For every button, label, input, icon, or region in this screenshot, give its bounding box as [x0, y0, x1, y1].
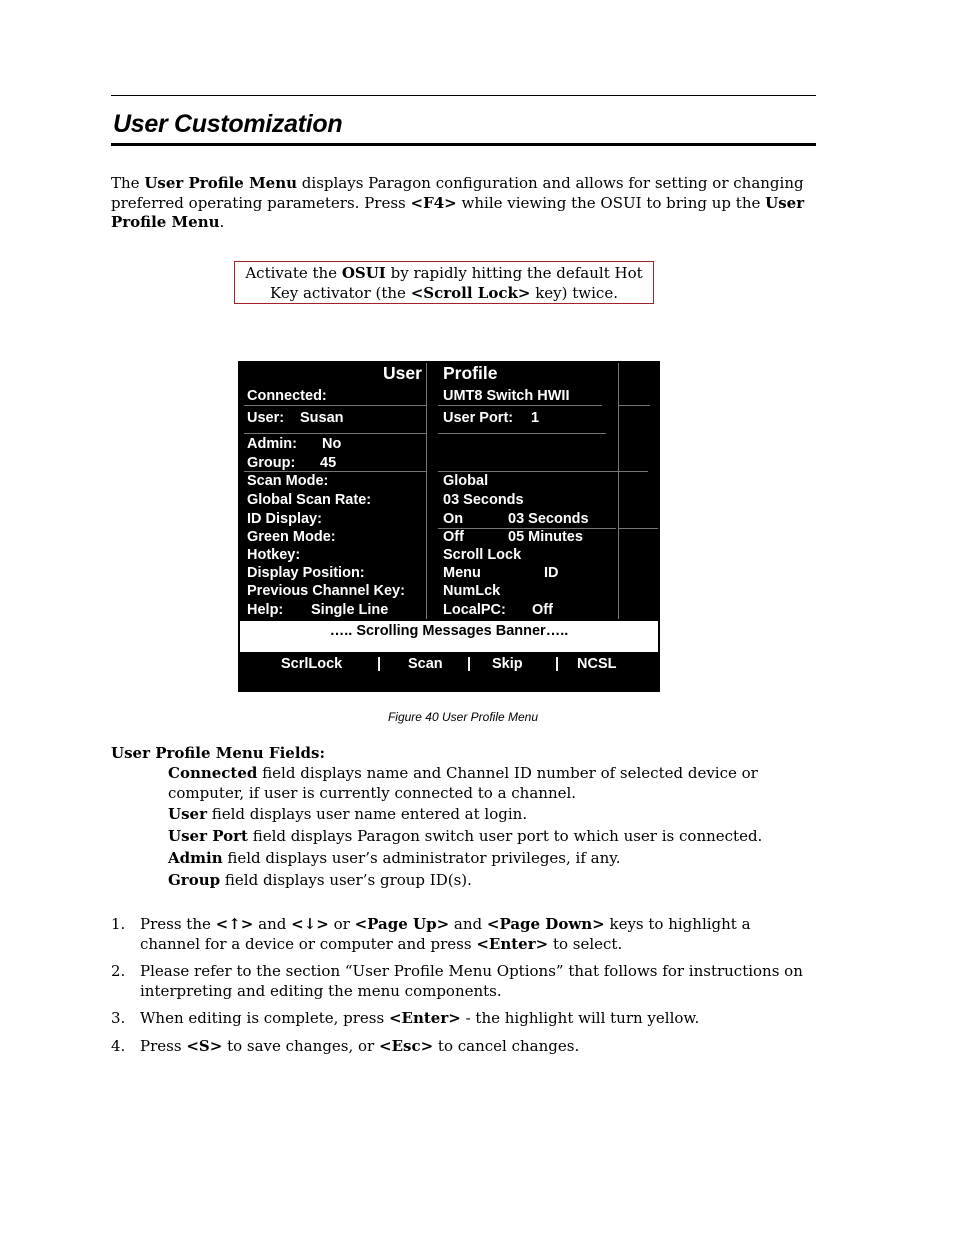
field-term: Connected — [168, 764, 258, 782]
row-divider — [244, 405, 426, 406]
step-text: Please refer to the section “User Profile Menu Options” that follows for instructions on interpreting and editing the menu components. — [140, 962, 803, 1000]
step-number: 4. — [111, 1036, 126, 1055]
footer-key-skip[interactable]: Skip — [492, 656, 523, 672]
note-bold: <Scroll Lock> — [410, 283, 531, 302]
user-value: Susan — [300, 410, 344, 426]
footer-key-ncsl[interactable]: NCSL — [577, 656, 617, 672]
step-1 — [111, 915, 811, 954]
footer-separator: | — [467, 656, 472, 672]
global-scan-rate-label: Global Scan Rate: — [247, 492, 372, 508]
intro-paragraph — [111, 174, 816, 233]
step-key: <S> — [186, 1036, 223, 1055]
step-key: <Enter> — [476, 934, 549, 953]
step-text: - the highlight will turn yellow. — [460, 1009, 700, 1027]
field-description — [168, 827, 808, 847]
row-divider — [438, 433, 606, 434]
screen-title-profile: Profile — [443, 363, 498, 383]
step-text: Press the — [140, 915, 216, 933]
column-divider — [426, 363, 427, 619]
localpc-label: LocalPC: — [443, 602, 506, 618]
note-text: by rapidly hitting the default Hot Key activator (the — [270, 264, 643, 302]
note-text: key) twice. — [530, 283, 618, 302]
note-text: Activate the — [245, 264, 342, 282]
step-key: <Page Up> — [354, 915, 450, 933]
user-label: User: — [247, 410, 285, 426]
id-display-value[interactable]: On — [443, 511, 464, 527]
step-key: <↑> — [215, 915, 254, 933]
note-bold: OSUI — [341, 264, 386, 282]
green-mode-label: Green Mode: — [247, 529, 336, 545]
scrolling-messages-banner: ….. Scrolling Messages Banner….. — [240, 621, 658, 652]
fields-list — [168, 764, 808, 892]
user-port-label: User Port: — [443, 410, 514, 426]
field-term: Group — [168, 870, 221, 889]
step-text: to select. — [548, 934, 623, 953]
steps-list — [111, 915, 811, 1064]
hotkey-value[interactable]: Scroll Lock — [443, 547, 522, 563]
field-desc: field displays name and Channel ID number of selected device or computer, if user is currently connected to a channel. — [168, 764, 758, 802]
figure-caption: Figure 40 User Profile Menu — [387, 710, 539, 724]
row-divider — [244, 433, 426, 434]
step-text: keys to highlight a channel for a device or computer and press — [140, 915, 751, 953]
help-value[interactable]: Single Line — [311, 602, 389, 618]
display-position-label: Display Position: — [247, 565, 365, 581]
intro-text: displays Paragon configuration and allows for setting or changing preferred operating parameters. Press — [111, 174, 804, 212]
step-key: <↓> — [291, 915, 329, 933]
row-divider — [438, 471, 648, 472]
field-description — [168, 849, 808, 869]
section-title: User Customization — [113, 110, 343, 138]
connected-value[interactable]: UMT8 Switch HWII — [443, 388, 570, 404]
note-box — [234, 261, 654, 304]
title-underline — [111, 143, 816, 146]
step-text: and — [449, 915, 487, 933]
global-scan-rate-value[interactable]: 03 Seconds — [443, 492, 524, 508]
field-term: User — [168, 805, 207, 824]
admin-value: No — [322, 436, 342, 452]
intro-bold: User Profile Menu — [111, 193, 805, 231]
row-divider — [438, 405, 602, 406]
step-key: <Esc> — [379, 1036, 434, 1055]
footer-separator: | — [555, 656, 560, 672]
footer-separator: | — [377, 656, 382, 672]
green-mode-value[interactable]: Off — [443, 529, 464, 545]
group-label: Group: — [247, 455, 296, 471]
field-description — [168, 871, 808, 891]
scan-mode-label: Scan Mode: — [247, 473, 329, 489]
connected-label: Connected: — [247, 388, 327, 404]
footer-key-scrllock[interactable]: ScrlLock — [281, 656, 343, 672]
user-profile-screenshot — [238, 361, 660, 692]
field-desc: field displays user name entered at login. — [206, 805, 528, 824]
intro-text: . — [219, 213, 225, 231]
step-key: <Enter> — [388, 1009, 461, 1027]
row-divider — [618, 405, 650, 406]
step-text: or — [328, 915, 355, 933]
field-desc: field displays Paragon switch user port to which user is connected. — [247, 827, 763, 846]
green-mode-time[interactable]: 05 Minutes — [508, 529, 583, 545]
fields-heading: User Profile Menu Fields: — [111, 744, 325, 762]
top-rule — [111, 95, 816, 96]
hotkey-label: Hotkey: — [247, 547, 301, 563]
step-2 — [111, 962, 811, 1001]
previous-channel-label: Previous Channel Key: — [247, 583, 405, 599]
step-number: 1. — [111, 915, 126, 933]
step-4 — [111, 1037, 811, 1057]
footer-key-scan[interactable]: Scan — [408, 656, 443, 672]
step-text: When editing is complete, press — [140, 1009, 389, 1027]
display-position-value[interactable]: Menu — [443, 565, 481, 581]
field-desc: field displays user’s administrator privileges, if any. — [222, 848, 621, 867]
step-text: Press — [140, 1036, 187, 1055]
step-text: and — [253, 915, 292, 933]
group-value: 45 — [320, 455, 337, 471]
id-display-time[interactable]: 03 Seconds — [508, 511, 589, 527]
step-text: to save changes, or — [222, 1036, 379, 1055]
step-number: 3. — [111, 1009, 126, 1027]
intro-text: The — [111, 174, 145, 192]
intro-bold: <F4> — [410, 193, 457, 212]
intro-text: while viewing the OSUI to bring up the — [456, 193, 766, 212]
step-key: <Page Down> — [486, 915, 605, 933]
field-term: User Port — [168, 827, 248, 846]
id-display-label: ID Display: — [247, 511, 322, 527]
screen-title-user: User — [383, 363, 422, 383]
step-3 — [111, 1009, 811, 1029]
row-divider — [244, 471, 426, 472]
field-desc: field displays user’s group ID(s). — [220, 870, 472, 889]
localpc-value[interactable]: Off — [532, 602, 553, 618]
previous-channel-value[interactable]: NumLck — [443, 583, 501, 599]
help-label: Help: — [247, 602, 284, 618]
field-term: Admin — [168, 848, 223, 867]
column-divider — [618, 363, 619, 619]
intro-bold: User Profile Menu — [144, 174, 298, 192]
display-position-id[interactable]: ID — [544, 565, 559, 581]
step-number: 2. — [111, 962, 126, 980]
field-description — [168, 805, 808, 825]
user-port-value: 1 — [531, 410, 540, 426]
row-divider — [618, 528, 658, 529]
step-text: to cancel changes. — [433, 1036, 580, 1055]
admin-label: Admin: — [247, 436, 297, 452]
scan-mode-value[interactable]: Global — [443, 473, 489, 489]
field-description — [168, 764, 808, 803]
